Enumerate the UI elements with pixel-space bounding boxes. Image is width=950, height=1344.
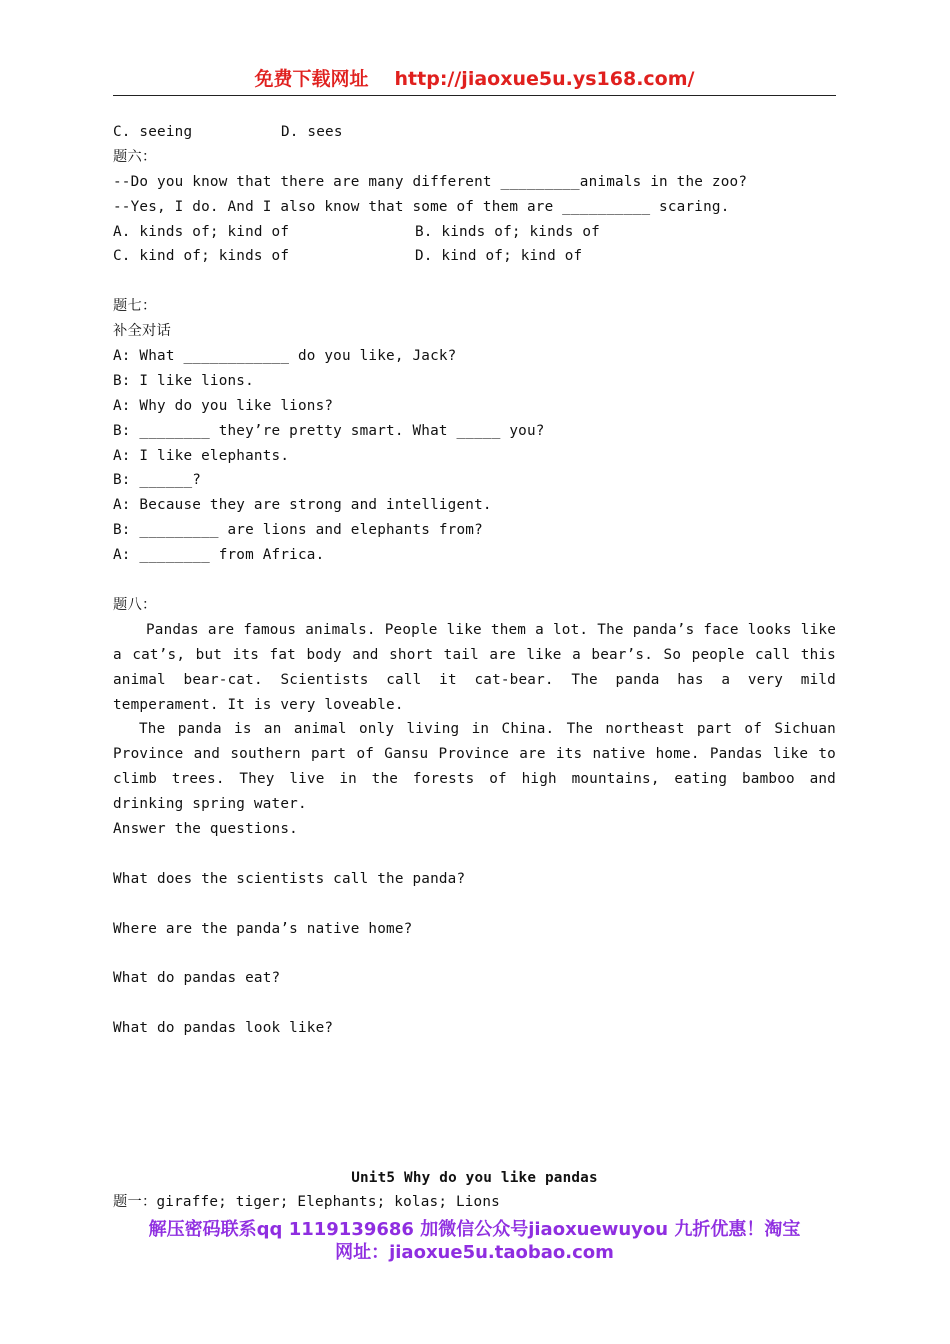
document-body [113, 120, 836, 1215]
question-6-options-cd [113, 244, 836, 269]
option-c: C. seeing [113, 124, 193, 140]
reading-question: Where are the panda’s native home? [113, 920, 413, 937]
option-d: D. kind of; kind of [415, 248, 583, 265]
question-6-options-ab [113, 220, 836, 245]
dialogue-line: B: ______? [113, 472, 202, 489]
question-6-line-1: --Do you know that there are many different _________animals in the zoo? [113, 173, 748, 190]
header-label: 免费下载网址 [254, 68, 369, 90]
question-6-line-2: --Yes, I do. And I also know that some of them are __________ scaring. [113, 198, 730, 215]
option-c: C. kind of; kinds of [113, 248, 290, 265]
dialogue-line: B: _________ are lions and elephants from? [113, 522, 483, 539]
question-7-subtitle: 补全对话 [113, 323, 171, 340]
answer-q1: 题一：giraffe; tiger; Elephants; kolas; Lions [113, 1194, 500, 1211]
dialogue-line: A: Why do you like lions? [113, 397, 334, 414]
dialogue-line: A: ________ from Africa. [113, 547, 325, 564]
option-d: D. sees [281, 124, 343, 140]
dialogue-line: A: I like elephants. [113, 447, 290, 464]
dialogue-line: B: I like lions. [113, 372, 254, 389]
reading-question: What do pandas eat? [113, 970, 281, 987]
dialogue-line: B: ________ they’re pretty smart. What _____ you? [113, 422, 545, 439]
question-7-title: 题七： [113, 298, 157, 315]
option-b: B. kinds of; kinds of [415, 223, 600, 240]
header-url-link[interactable]: http://jiaoxue5u.ys168.com/ [394, 68, 695, 90]
answers-heading: Unit5 Why do you like pandas [351, 1169, 598, 1186]
reading-paragraph-1: Pandas are famous animals. People like them a lot. The panda’s face looks like a cat’s, but its fat body and short tail are like a bear’s. So people call this animal bear-cat. Scientists call it cat-bear. The panda has a very mild temperament. It is very loveable. [113, 621, 836, 713]
reading-paragraph-2: The panda is an animal only living in China. The northeast part of Sichuan Province and southern part of Gansu Province are its native home. Pandas like to climb trees. They live in the forests of high mountains, eating bamboo and drinking spring water. [113, 721, 836, 813]
answer-instruction: Answer the questions. [113, 821, 298, 838]
dialogue-line: A: What ____________ do you like, Jack? [113, 348, 457, 365]
dialogue-line: A: Because they are strong and intelligent. [113, 497, 492, 514]
page-footer [113, 1218, 836, 1264]
option-a: A. kinds of; kind of [113, 223, 290, 240]
reading-question: What do pandas look like? [113, 1020, 334, 1037]
footer-line-1: 解压密码联系qq 1119139686 加微信公众号jiaoxuewuyou 九折优惠！淘宝 [148, 1219, 801, 1240]
question-8-title: 题八： [113, 596, 157, 613]
options-prev [113, 120, 836, 145]
footer-shop-link[interactable]: 网址：jiaoxue5u.taobao.com [335, 1242, 614, 1263]
page-header [113, 66, 836, 96]
reading-question: What does the scientists call the panda? [113, 870, 466, 887]
question-6-title: 题六： [113, 148, 157, 165]
